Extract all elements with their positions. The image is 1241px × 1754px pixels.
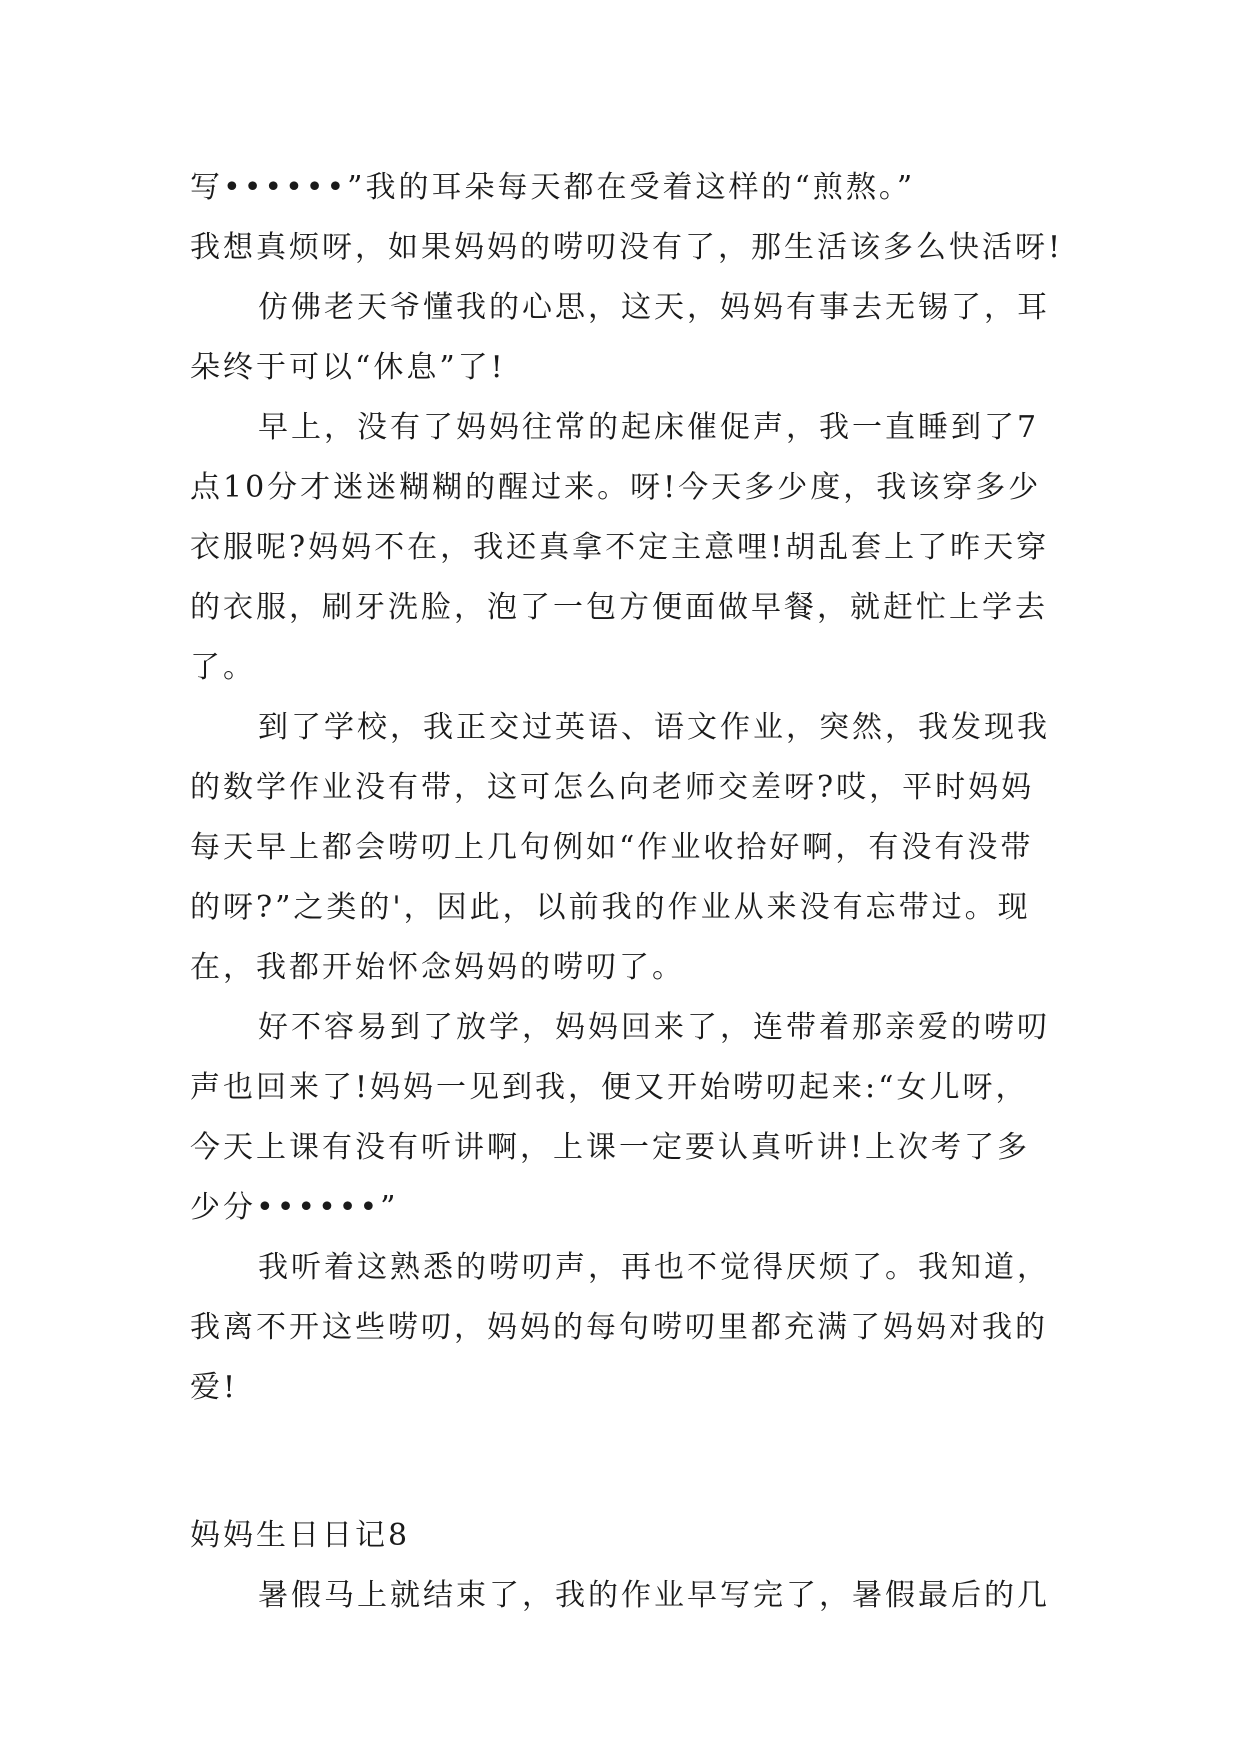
section-spacer bbox=[190, 1418, 1050, 1506]
text-line: 的数学作业没有带，这可怎么向老师交差呀?哎，平时妈妈 bbox=[190, 770, 1035, 805]
paragraph-start-line: 仿佛老天爷懂我的心思，这天，妈妈有事去无锡了，耳 bbox=[258, 290, 1050, 325]
text-line: 我离不开这些唠叨，妈妈的每句唠叨里都充满了妈妈对我的 bbox=[190, 1310, 1048, 1345]
document-body bbox=[190, 158, 1064, 1626]
text-line: 在，我都开始怀念妈妈的唠叨了。 bbox=[190, 950, 685, 985]
text-line: 少分••••••” bbox=[190, 1190, 399, 1225]
text-line: 爱! bbox=[190, 1370, 239, 1405]
text-line: 声也回来了!妈妈一见到我，便又开始唠叨起来:“女儿呀， bbox=[190, 1070, 1029, 1105]
text-line: 朵终于可以“休息”了! bbox=[190, 350, 506, 385]
paragraph-start-line: 暑假马上就结束了，我的作业早写完了，暑假最后的几 bbox=[258, 1578, 1050, 1613]
paragraph-start-line: 我听着这熟悉的唠叨声，再也不觉得厌烦了。我知道， bbox=[258, 1250, 1050, 1285]
paragraph-start-line: 到了学校，我正交过英语、语文作业，突然，我发现我 bbox=[258, 710, 1050, 745]
paragraph-start-line: 好不容易到了放学，妈妈回来了，连带着那亲爱的唠叨 bbox=[258, 1010, 1050, 1045]
text-line: 今天上课有没有听讲啊，上课一定要认真听讲!上次考了多 bbox=[190, 1130, 1031, 1165]
text-line: 我想真烦呀，如果妈妈的唠叨没有了，那生活该多么快活呀! bbox=[190, 230, 1064, 265]
text-line: 衣服呢?妈妈不在，我还真拿不定主意哩!胡乱套上了昨天穿 bbox=[190, 530, 1050, 565]
text-line: 点10分才迷迷糊糊的醒过来。呀!今天多少度，我该穿多少 bbox=[190, 470, 1042, 505]
section-title: 妈妈生日日记8 bbox=[190, 1518, 411, 1553]
text-line: 了。 bbox=[190, 650, 256, 685]
paragraph-start-line: 早上，没有了妈妈往常的起床催促声，我一直睡到了7 bbox=[258, 410, 1040, 445]
text-line: 的呀?”之类的'，因此，以前我的作业从来没有忘带过。现 bbox=[190, 890, 1031, 925]
text-line: 写••••••”我的耳朵每天都在受着这样的“煎熬。” bbox=[190, 170, 916, 205]
text-line: 每天早上都会唠叨上几句例如“作业收拾好啊，有没有没带 bbox=[190, 830, 1034, 865]
text-line: 的衣服，刷牙洗脸，泡了一包方便面做早餐，就赶忙上学去 bbox=[190, 590, 1048, 625]
